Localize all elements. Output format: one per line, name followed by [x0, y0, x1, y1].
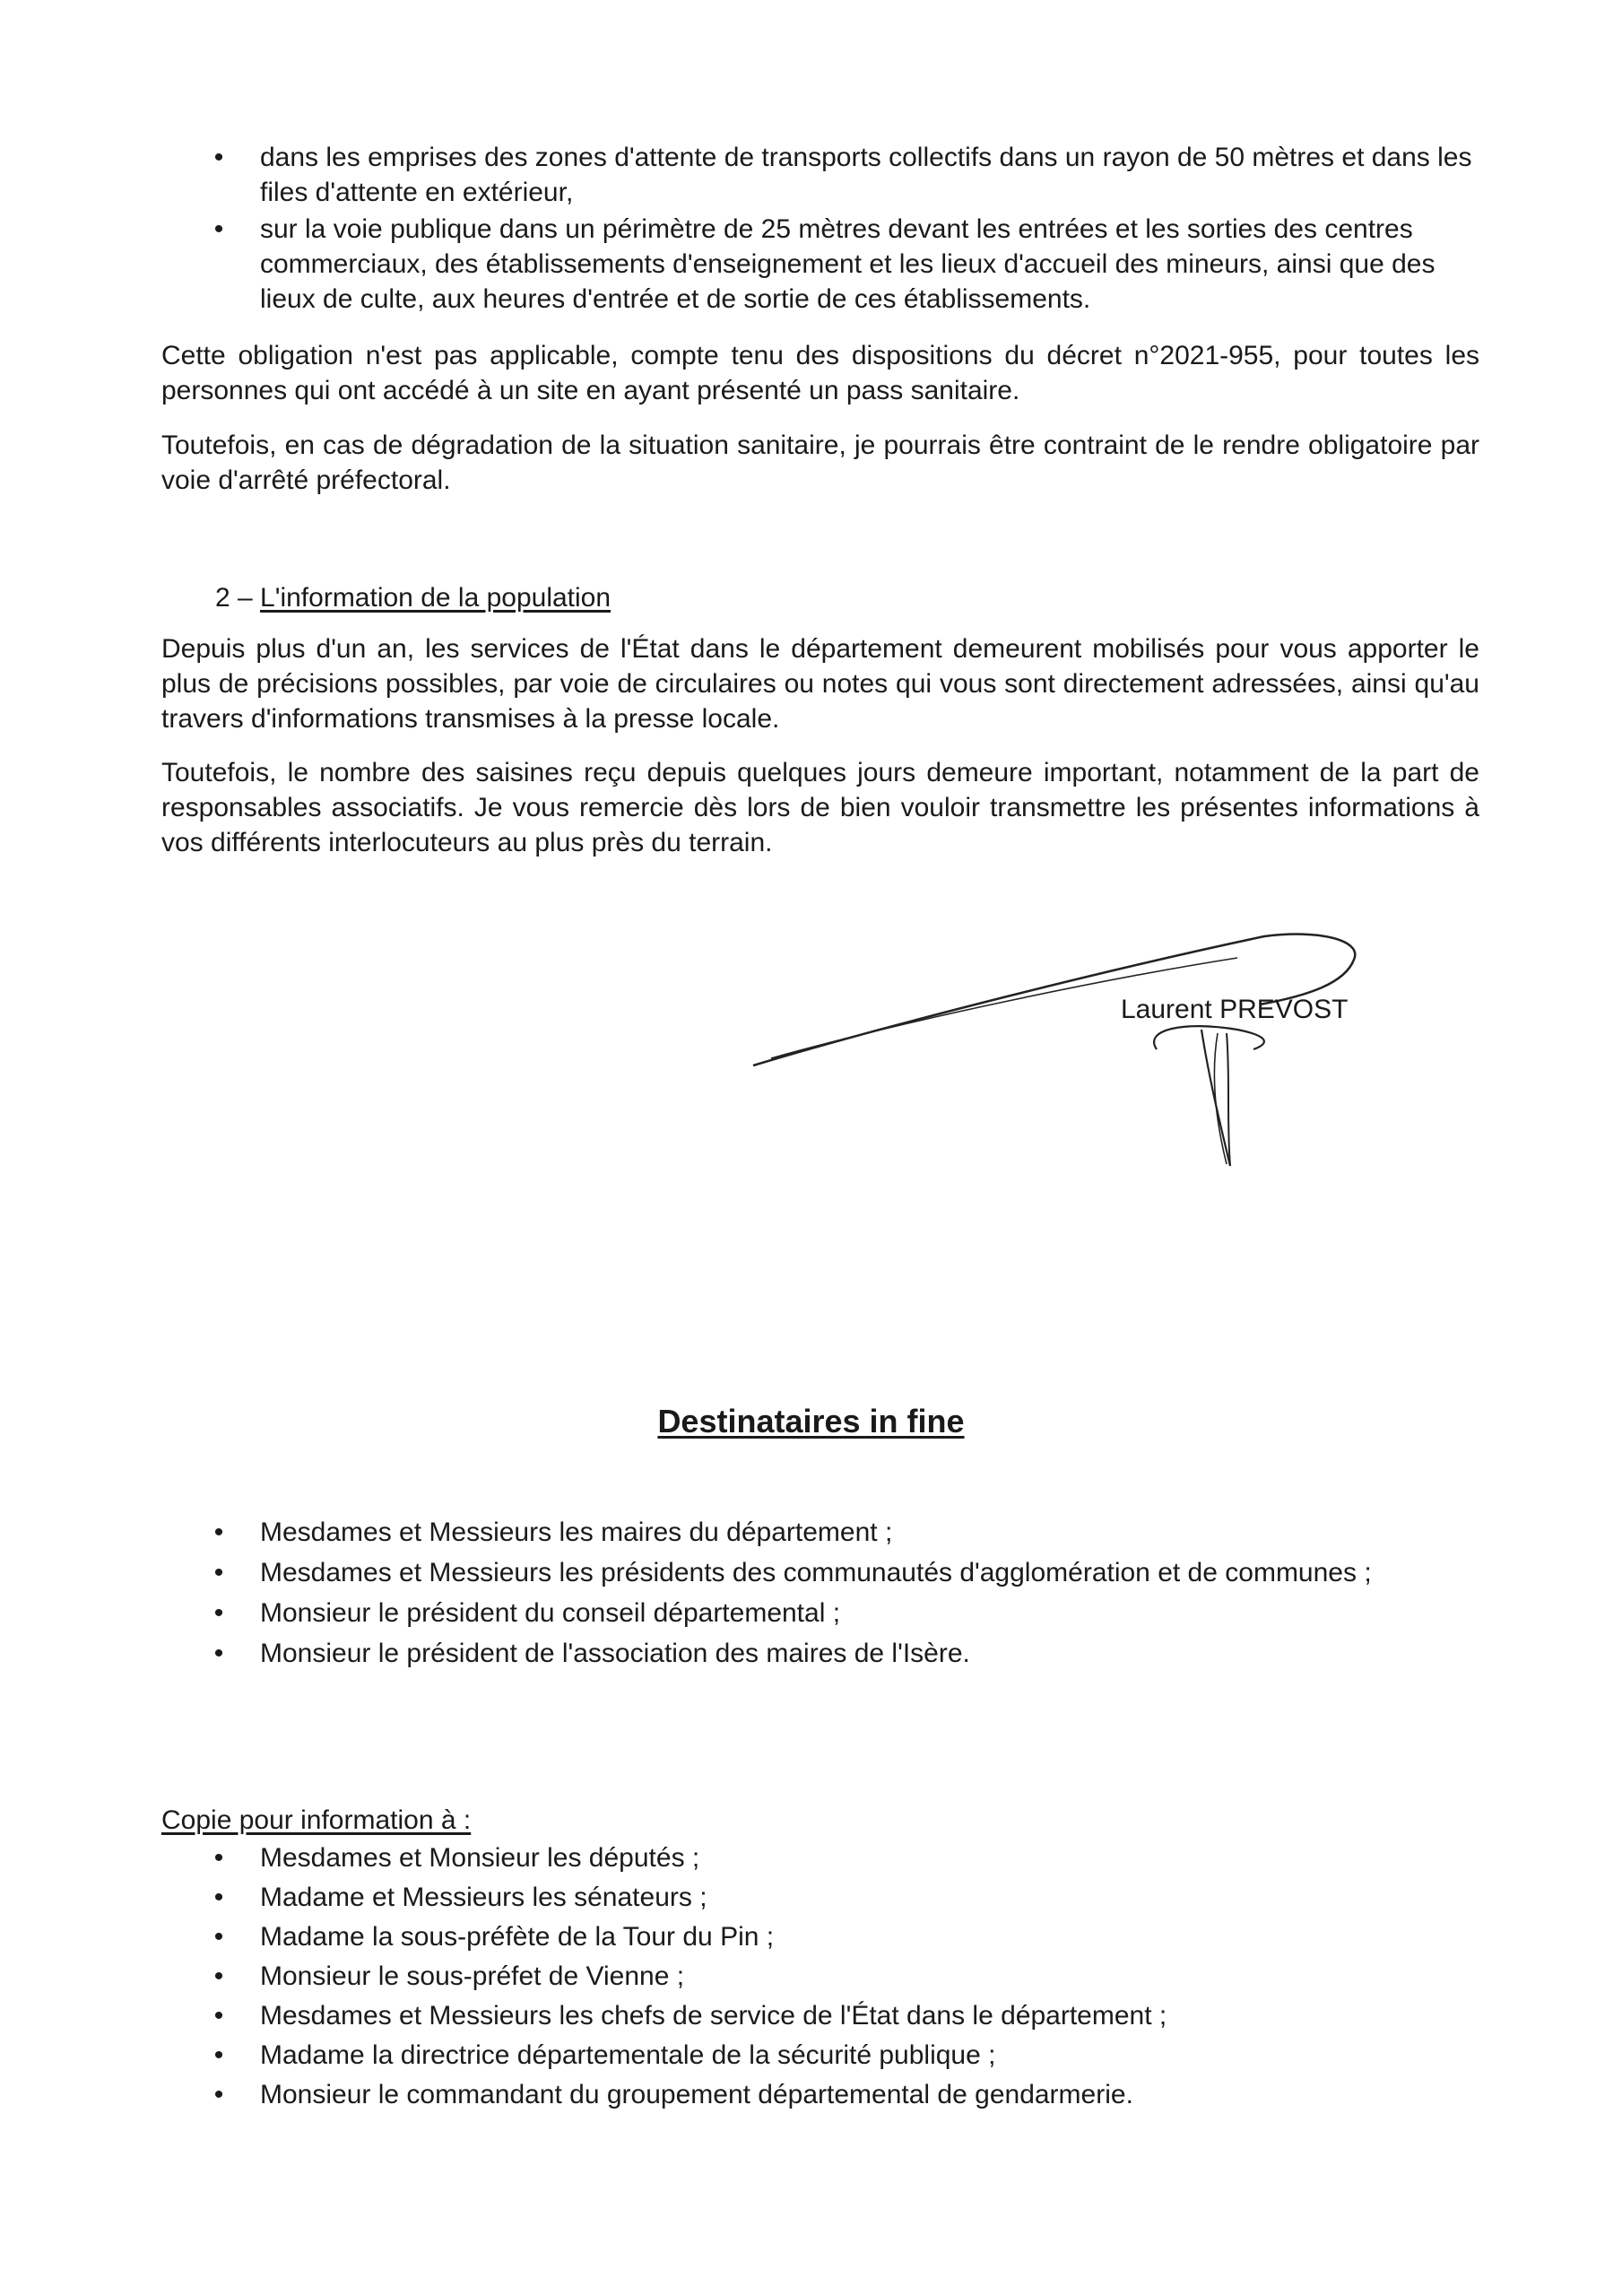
section-title: L'information de la population: [260, 583, 612, 613]
handwritten-signature-icon: [735, 924, 1381, 1193]
list-item-text: Monsieur le président de l'association des maires de l'Isère.: [260, 1639, 970, 1668]
list-item: [161, 140, 1479, 210]
recipients-list-container: [161, 1515, 1479, 1671]
signatory-name: Laurent PREVOST: [1121, 995, 1349, 1024]
recipients-list: [161, 1515, 1479, 1671]
top-bullet-list-container: [161, 140, 1479, 317]
paragraph-container: [161, 631, 1479, 736]
paragraph: Depuis plus d'un an, les services de l'État dans le département demeurent mobilisés pour vous apporter le plus de précisions possibles, par voie de circulaires ou notes qui vous sont directement adressées, ainsi qu'au travers d'informations transmises à la presse locale.: [161, 634, 1479, 734]
list-item-text: Mesdames et Messieurs les présidents des communautés d'agglomération et de communes ;: [260, 1558, 1372, 1587]
top-bullet-list: [161, 140, 1479, 317]
list-item-text: Monsieur le commandant du groupement départemental de gendarmerie.: [260, 2080, 1133, 2109]
bullet-icon: •: [213, 1843, 224, 1873]
list-item-text: Mesdames et Messieurs les chefs de service de l'État dans le département ;: [260, 2001, 1167, 2031]
paragraph: Cette obligation n'est pas applicable, compte tenu des dispositions du décret n°2021-955, pour toutes les personnes qui ont accédé à un site en ayant présenté un pass sanitaire.: [161, 341, 1479, 405]
list-item: [161, 1515, 1479, 1550]
list-item: [161, 1880, 1479, 1915]
list-item: [161, 1596, 1479, 1631]
signature-block: [735, 924, 1381, 1193]
list-item: [161, 1840, 1479, 1875]
bullet-icon: •: [213, 143, 224, 172]
paragraph: Toutefois, le nombre des saisines reçu depuis quelques jours demeure important, notamment de la part de responsables associatifs. Je vous remercie dès lors de bien vouloir transmettre les présentes informations à vos différents interlocuteurs au plus près du terrain.: [161, 758, 1479, 857]
list-item-text: Madame et Messieurs les sénateurs ;: [260, 1883, 707, 1912]
bullet-icon: •: [213, 1883, 224, 1912]
copy-list-container: [161, 1840, 1479, 2112]
list-item: [161, 2038, 1479, 2073]
list-item-text: sur la voie publique dans un périmètre de 25 mètres devant les entrées et les sorties des centres commerciaux, des établissements d'enseignement et les lieux d'accueil des mineurs, ainsi que des lieux de culte, aux heures d'entrée et de sortie de ces établissements.: [260, 214, 1436, 314]
copy-list: [161, 1840, 1479, 2112]
bullet-icon: •: [213, 214, 224, 244]
bullet-icon: •: [213, 2001, 224, 2031]
section-number: 2 –: [215, 583, 261, 613]
list-item: [161, 2077, 1479, 2112]
bullet-icon: •: [213, 1558, 224, 1587]
copy-title: [161, 1803, 471, 1839]
paragraph-container: [161, 755, 1479, 860]
recipients-title-text: Destinataires in fine: [657, 1403, 965, 1439]
bullet-icon: •: [213, 1922, 224, 1952]
copy-title-text: Copie pour information à :: [161, 1805, 472, 1835]
bullet-icon: •: [213, 1518, 224, 1547]
paragraph-container: [161, 338, 1479, 408]
list-item: [161, 1555, 1479, 1590]
bullet-icon: •: [213, 2040, 224, 2070]
list-item-text: Monsieur le président du conseil départemental ;: [260, 1598, 841, 1628]
list-item: [161, 212, 1479, 317]
list-item: [161, 1919, 1479, 1954]
list-item-text: Monsieur le sous-préfet de Vienne ;: [260, 1961, 685, 1991]
list-item: [161, 1959, 1479, 1994]
list-item-text: Madame la sous-préfète de la Tour du Pin ;: [260, 1922, 775, 1952]
list-item-text: dans les emprises des zones d'attente de transports collectifs dans un rayon de 50 mètres et dans les files d'attente en extérieur,: [260, 143, 1472, 207]
bullet-icon: •: [213, 1639, 224, 1668]
paragraph: Toutefois, en cas de dégradation de la situation sanitaire, je pourrais être contraint de le rendre obligatoire par voie d'arrêté préfectoral.: [161, 430, 1479, 495]
list-item-text: Mesdames et Messieurs les maires du département ;: [260, 1518, 893, 1547]
bullet-icon: •: [213, 2080, 224, 2109]
recipients-title: [0, 1401, 1622, 1442]
list-item-text: Madame la directrice départementale de la sécurité publique ;: [260, 2040, 996, 2070]
list-item: [161, 1998, 1479, 2033]
list-item: [161, 1636, 1479, 1671]
list-item-text: Mesdames et Monsieur les députés ;: [260, 1843, 700, 1873]
paragraph-container: [161, 428, 1479, 498]
section-heading: [215, 580, 611, 616]
bullet-icon: •: [213, 1961, 224, 1991]
bullet-icon: •: [213, 1598, 224, 1628]
